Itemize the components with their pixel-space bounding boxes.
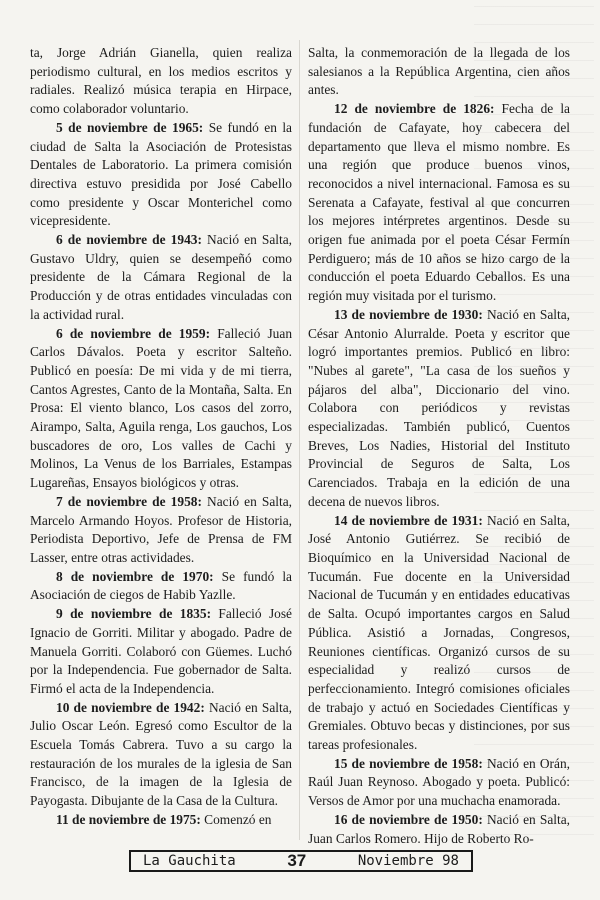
entry-date: 12 de noviembre de 1826: xyxy=(334,101,495,117)
entry-date: 6 de noviembre de 1943: xyxy=(56,232,202,248)
entry-text: Nació en Salta, Marcelo Armando Hoyos. Profesor de Historia, Periodista Deportivo, Jefe de Prensa de FM Lasser, entre otras actividades. xyxy=(30,493,292,565)
page-footer xyxy=(129,850,473,872)
entry-text: Nació en Salta, Juan Carlos Romero. Hijo de Roberto Ro- xyxy=(308,811,570,846)
chronology-entry xyxy=(30,699,292,811)
entry-text: Nació en Salta, Gustavo Uldry, quien se desempeñó como presidente de la Cámara Regional de la Producción y de otras entidades vinculadas con la actividad rural. xyxy=(30,232,292,322)
entry-date: 6 de noviembre de 1959: xyxy=(56,325,211,341)
issue-date: Noviembre 98 xyxy=(357,853,459,869)
entry-date: 14 de noviembre de 1931: xyxy=(334,512,483,528)
chronology-entry xyxy=(308,755,570,811)
entry-date: 11 de noviembre de 1975: xyxy=(56,811,201,827)
entry-text: ta, Jorge Adrián Gianella, quien realiza periodismo cultural, en los medios escritos y radiales. Realizó música terapia en Hirpace, como colaborador voluntario. xyxy=(30,45,292,117)
chronology-entry xyxy=(308,811,570,848)
left-text-column xyxy=(30,44,292,830)
continued-paragraph xyxy=(308,44,570,100)
continued-paragraph xyxy=(30,44,292,119)
chronology-entry xyxy=(30,119,292,231)
entry-date: 10 de noviembre de 1942: xyxy=(56,699,205,715)
entry-text: Se fundó en la ciudad de Salta la Asociación de Protesistas Dentales de Laboratorio. La primera comisión directiva estuvo presidida por José Cabello como presidente y Oscar Monterichel como vicepresidente. xyxy=(30,119,292,229)
chronology-entry xyxy=(30,231,292,325)
publication-name: La Gauchita xyxy=(143,853,236,869)
entry-text: Nació en Salta, José Antonio Gutiérrez. Se recibió de Bioquímico en la Universidad Nacional de Tucumán. Fue docente en la Universidad Nacional de Tucumán y en entidades educativas de Salta. Ocupó importantes cargos en Salud Pública. Asistió a Jornadas, Congresos, Reuniones científicas. Organizó cursos de su especialidad y realizó cursos de perfeccionamiento. Integró comisiones oficiales de trabajo y actuó en Sociedades Científicas y Gremiales. Obtuvo becas y distinciones, por sus tareas profesionales. xyxy=(308,512,570,753)
chronology-entry xyxy=(30,493,292,568)
chronology-entry xyxy=(308,306,570,512)
page-number: 37 xyxy=(287,851,307,870)
entry-date: 5 de noviembre de 1965: xyxy=(56,119,204,135)
entry-date: 13 de noviembre de 1930: xyxy=(334,306,483,322)
entry-text: Fecha de la fundación de Cafayate, hoy cabecera del departamento que lleva el mismo nombre. Es una región que produce buenos vinos, reconocidos a nivel internacional. Famosa es su Serenata a Cafayate, festival al que concurren los mejores intérpretes argentinos. Desde su origen fue animada por el poeta César Fermín Perdiguero; más de 10 años se hizo cargo de la conducción el poeta Eduardo Ceballos. Es una región muy visitada por el turismo. xyxy=(308,101,570,304)
entry-text: Salta, la conmemoración de la llegada de los salesianos a la República Argentina, cien años antes. xyxy=(308,45,570,98)
chronology-entry xyxy=(308,100,570,306)
entry-text: Nació en Orán, Raúl Juan Reynoso. Abogado y poeta. Publicó: Versos de Amor por una muchacha enamorada. xyxy=(308,755,570,809)
entry-date: 16 de noviembre de 1950: xyxy=(334,811,483,827)
entry-text: Falleció José Ignacio de Gorriti. Militar y abogado. Padre de Manuela Gorriti. Colaboró con Güemes. Luchó por la Independencia. Fue gobernador de Salta. Firmó el acta de la Independencia. xyxy=(30,606,293,696)
entry-date: 8 de noviembre de 1970: xyxy=(56,568,214,584)
chronology-entry xyxy=(30,605,292,699)
entry-text: Nació en Salta, Julio Oscar León. Egresó como Escultor de la Escuela Tomás Cabrera. Tuvo a su cargo la restauración de los murales de la iglesia de San Francisco, de la imagen de la Iglesia de Payogasta. Dibujante de la Casa de la Cultura. xyxy=(30,699,292,809)
chronology-entry xyxy=(30,568,292,605)
right-text-column xyxy=(308,44,570,848)
column-divider xyxy=(299,40,300,840)
chronology-entry xyxy=(30,811,292,830)
entry-date: 7 de noviembre de 1958: xyxy=(56,493,202,509)
entry-text: Nació en Salta, César Antonio Alurralde. Poeta y escritor que logró importantes premios. Publicó en libro: "Nubes al garete", "La casa de los sueños y pájaros del alba", Diccionario del vino. Colabora con periódicos y revistas especializadas. También publicó, Cuentos Breves, Los Nadies, Historial del Instituto Provincial de Seguros de Salta, Los Carenciados. Trabaja en la edición de una decena de nuevos libros. xyxy=(308,306,570,509)
entry-text: Se fundó la Asociación de ciegos de Habib Yazlle. xyxy=(30,568,293,603)
chronology-entry xyxy=(308,512,570,755)
entry-date: 9 de noviembre de 1835: xyxy=(56,606,212,622)
chronology-entry xyxy=(30,325,292,493)
entry-text: Comenzó en xyxy=(200,811,272,827)
entry-text: Falleció Juan Carlos Dávalos. Poeta y escritor Salteño. Publicó en poesía: De mi vida y de mi tierra, Cantos Agrestes, Canto de la Montaña, Salta. En Prosa: El viento blanco, Los casos del zorro, Airampo, Salta, Aguila renga, Los gauchos, Los buscadores de oro, Los valles de Cachi y Molinos, La Venus de los Barriales, Estampas Lugareñas, Ensayos biológicos y otras. xyxy=(30,325,293,491)
entry-date: 15 de noviembre de 1958: xyxy=(334,755,483,771)
